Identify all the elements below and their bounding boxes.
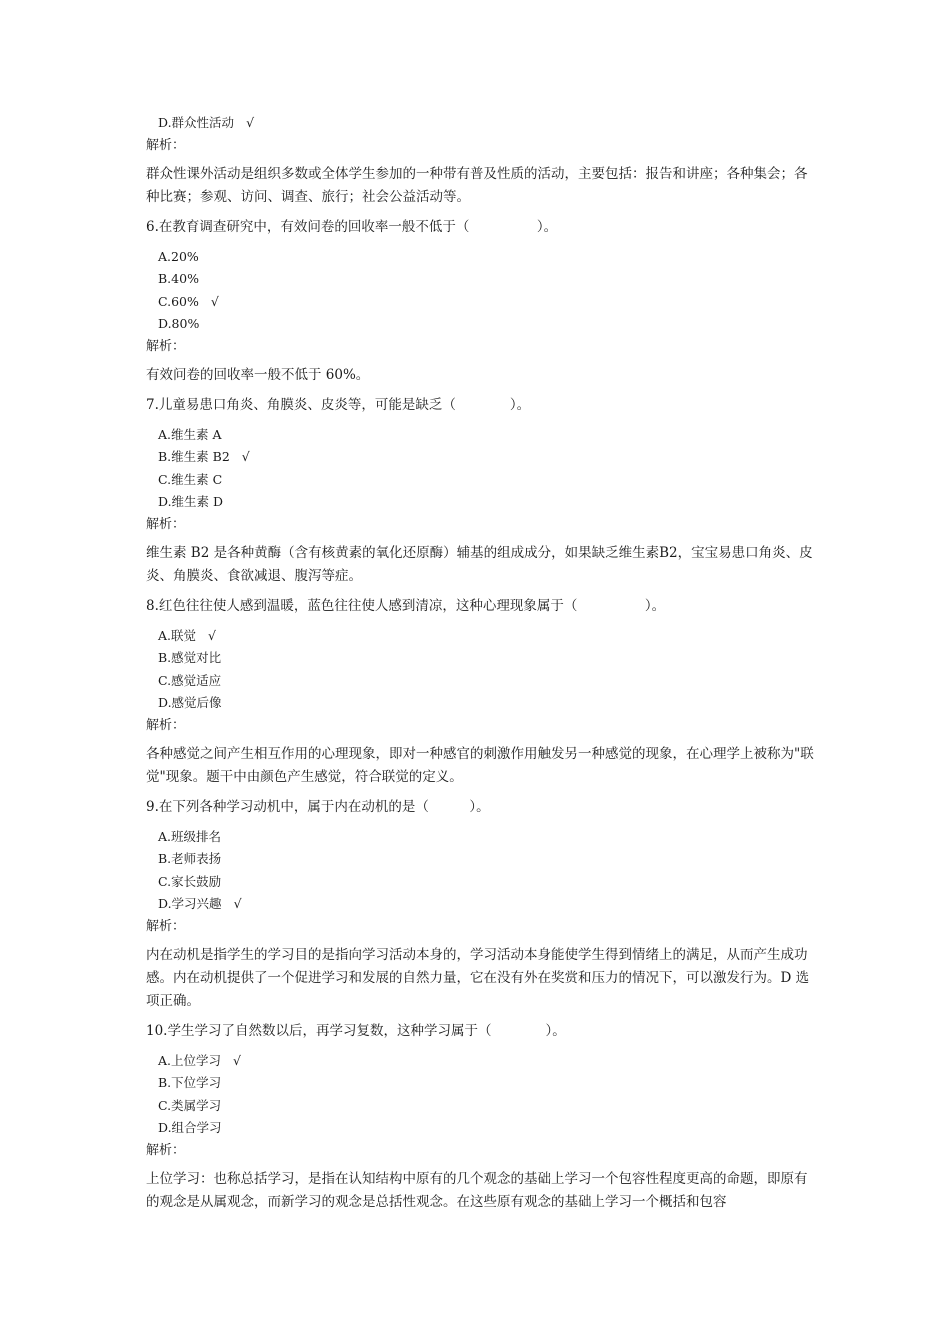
check-mark: √ xyxy=(233,1052,241,1068)
answer-option: A.联觉 √ xyxy=(158,627,216,643)
analysis-label: 解析： xyxy=(146,1142,186,1158)
analysis-label: 解析： xyxy=(146,338,186,354)
answer-option: D.学习兴趣 √ xyxy=(158,896,242,911)
analysis-text: 维生素 B2 是各种黄酶（含有核黄素的氧化还原酶）辅基的组成成分，如果缺乏维生素B2，宝宝易患口角炎、皮炎、角膜炎、食欲减退、腹泻等症。 xyxy=(146,545,813,584)
answer-option: B.感觉对比 xyxy=(158,650,222,665)
analysis-text: 各种感觉之间产生相互作用的心理现象，即对一种感官的刺激作用触发另一种感觉的现象，在心理学上被称为"联觉"现象。题干中由颜色产生感觉，符合联觉的定义。 xyxy=(146,746,814,785)
answer-option: B.老师表扬 xyxy=(158,851,222,866)
question-block xyxy=(146,796,816,1013)
answer-option: C.60% √ xyxy=(158,293,219,309)
answer-option: D.80% xyxy=(158,316,200,331)
answer-option: A.20% xyxy=(158,248,199,264)
analysis-label: 解析： xyxy=(146,918,186,934)
check-mark: √ xyxy=(210,293,219,309)
question-stem: 9.在下列各种学习动机中，属于内在动机的是（ ）。 xyxy=(146,799,490,815)
question-block xyxy=(146,394,816,588)
answer-option: D.维生素 D xyxy=(158,494,224,509)
answer-option: D.感觉后像 xyxy=(158,695,222,710)
analysis-text: 有效问卷的回收率一般不低于 60%。 xyxy=(146,367,370,383)
question-stem: 10.学生学习了自然数以后，再学习复数，这种学习属于（ ）。 xyxy=(146,1023,566,1039)
answer-option: C.家长鼓励 xyxy=(158,873,222,889)
document-page xyxy=(146,112,816,1214)
prev-option-d: D.群众性活动 √ xyxy=(158,115,255,130)
analysis-label: 解析： xyxy=(146,516,186,532)
question-block xyxy=(146,216,816,387)
answer-option: B.40% xyxy=(158,271,199,286)
question-block xyxy=(146,595,816,789)
answer-option: A.班级排名 xyxy=(158,828,222,844)
answer-option: C.维生素 C xyxy=(158,471,223,487)
check-mark: √ xyxy=(241,449,250,464)
question-stem: 7.儿童易患口角炎、角膜炎、皮炎等，可能是缺乏（ ）。 xyxy=(146,397,531,413)
answer-option: C.感觉适应 xyxy=(158,672,222,688)
prev-analysis-text: 群众性课外活动是组织多数或全体学生参加的一种带有普及性质的活动，主要包括：报告和讲座；各种集会；各种比赛；参观、访问、调查、旅行；社会公益活动等。 xyxy=(146,166,808,205)
question-stem: 6.在教育调查研究中，有效问卷的回收率一般不低于（ ）。 xyxy=(146,219,558,235)
question-block xyxy=(146,1020,816,1214)
question-stem: 8.红色往往使人感到温暖，蓝色往往使人感到清凉，这种心理现象属于（ ）。 xyxy=(146,598,666,614)
answer-option: A.上位学习 √ xyxy=(158,1052,241,1068)
answer-option: B.下位学习 xyxy=(158,1075,222,1090)
answer-option: A.维生素 A xyxy=(158,426,222,442)
answer-option: D.组合学习 xyxy=(158,1120,222,1135)
check-mark: √ xyxy=(246,115,255,130)
question-list xyxy=(146,216,816,1214)
prev-analysis-label: 解析： xyxy=(146,137,186,153)
analysis-text: 内在动机是指学生的学习目的是指向学习活动本身的，学习活动本身能使学生得到情绪上的满足，从而产生成功感。内在动机提供了一个促进学习和发展的自然力量，它在没有外在奖赏和压力的情况下，可以激发行为。D 选项正确。 xyxy=(146,947,810,1009)
check-mark: √ xyxy=(208,627,216,643)
analysis-label: 解析： xyxy=(146,717,186,733)
answer-option: B.维生素 B2 √ xyxy=(158,449,250,464)
answer-option: C.类属学习 xyxy=(158,1097,222,1113)
analysis-text: 上位学习：也称总括学习，是指在认知结构中原有的几个观念的基础上学习一个包容性程度更高的命题，即原有的观念是从属观念，而新学习的观念是总括性观念。在这些原有观念的基础上学习一个概括和包容 xyxy=(146,1171,808,1210)
check-mark: √ xyxy=(233,896,242,911)
